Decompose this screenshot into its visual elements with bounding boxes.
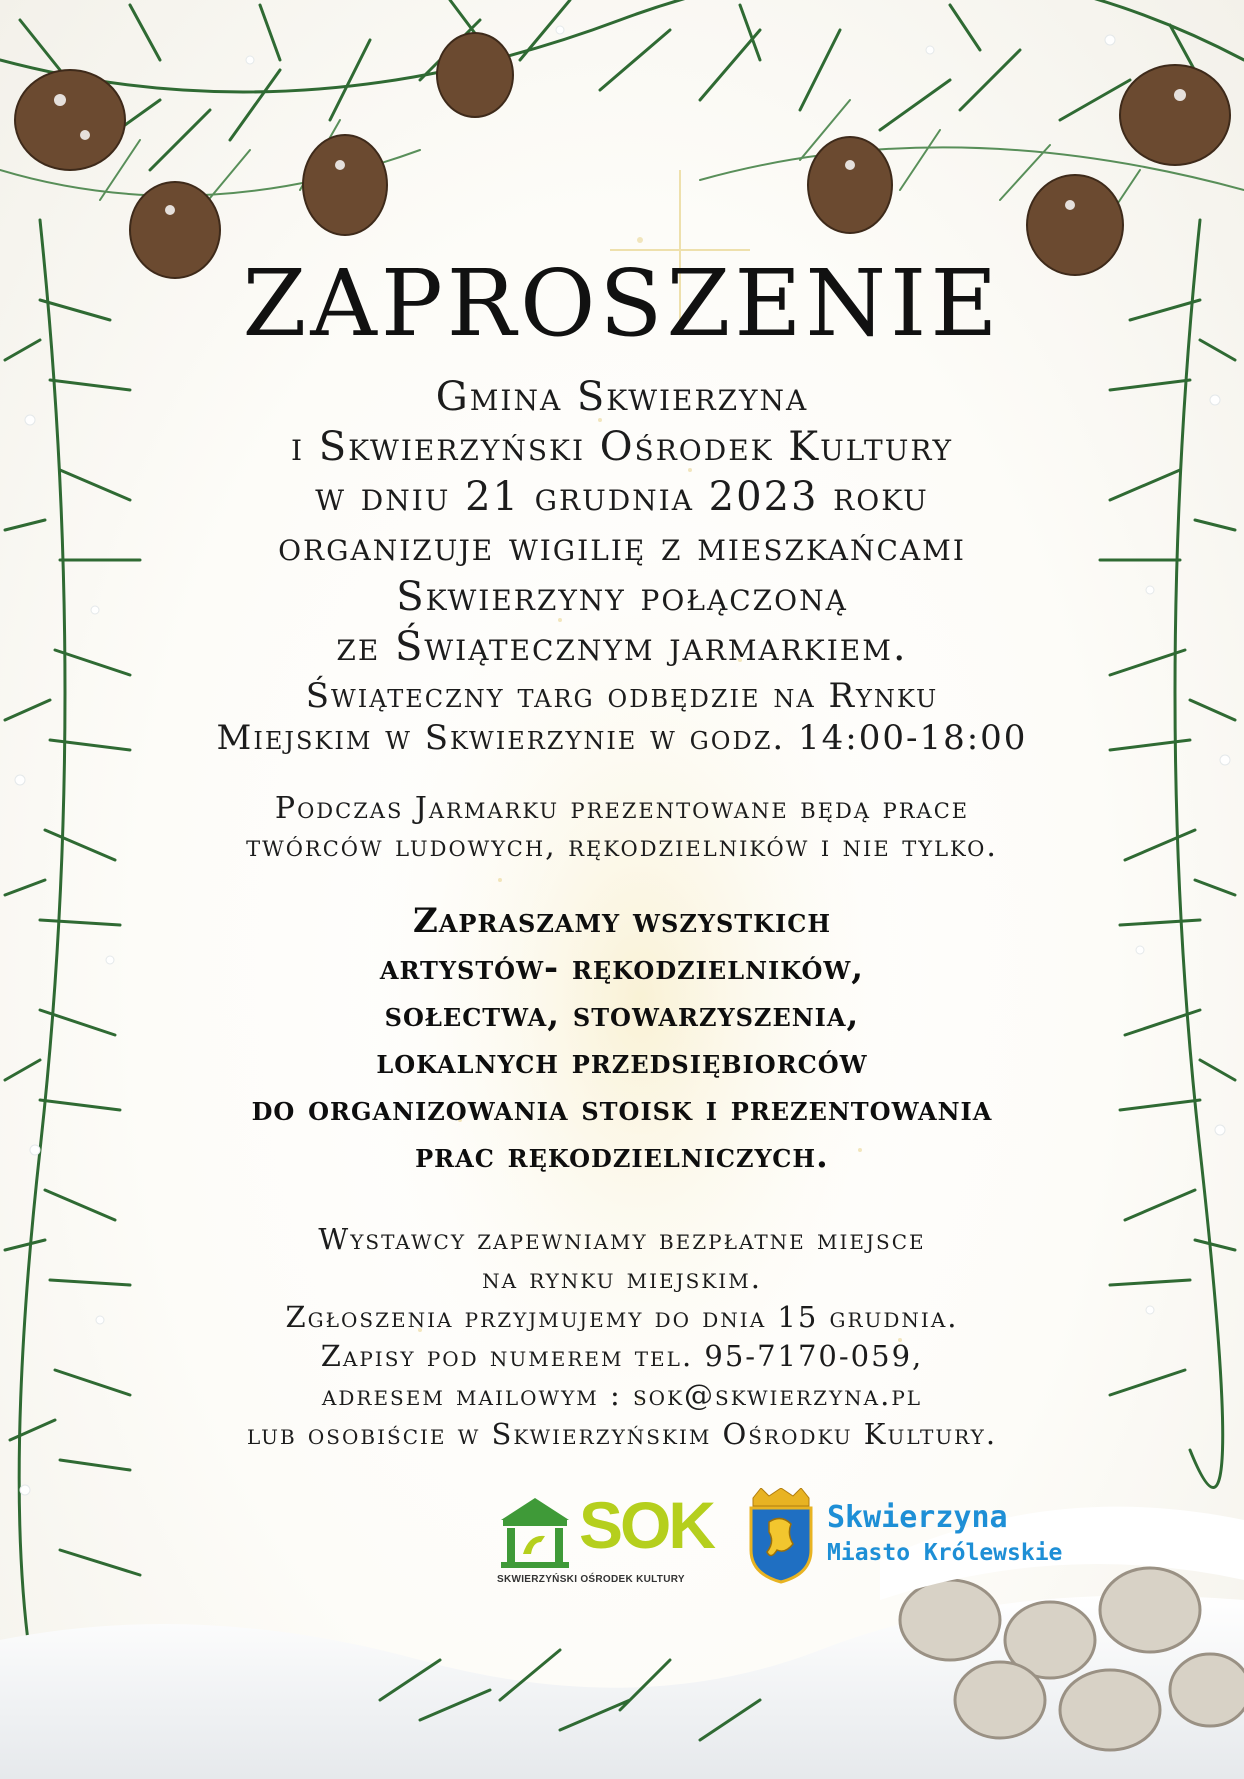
invitation-line: do organizowania stoisk i prezentowania: [251, 1089, 993, 1129]
intro-paragraph: [170, 372, 1074, 672]
poster-title: ZAPROSZENIE: [242, 250, 1002, 357]
sok-logo-text: SOK: [579, 1488, 714, 1562]
details-paragraph: [170, 1220, 1074, 1454]
invitation-paragraph: [170, 898, 1074, 1180]
invitation-line: artystów- rękodzielników,: [379, 948, 865, 988]
fair-paragraph: [170, 790, 1074, 866]
details-line: lub osobiście w Skwierzyńskim Ośrodku Kultury.: [246, 1417, 998, 1451]
intro-line: Gmina Skwierzyna: [435, 374, 809, 420]
invitation-line: sołectwa, stowarzyszenia,: [384, 995, 860, 1035]
intro-line: Skwierzyny połączoną: [396, 574, 848, 620]
details-line: Wystawcy zapewniamy bezpłatne miejsce: [318, 1222, 926, 1256]
market-line: Świąteczny targ odbędzie na Rynku: [305, 676, 939, 716]
intro-line: i Skwierzyński Ośrodek Kultury: [290, 424, 954, 470]
city-logo-subtitle: Miasto Królewskie: [827, 1540, 1063, 1566]
logos-row: [497, 1488, 1063, 1588]
fair-line: twórców ludowych, rękodzielników i nie tylko.: [246, 829, 998, 864]
city-coat-of-arms-icon: [747, 1488, 815, 1584]
details-line: Zapisy pod numerem tel. 95-7170-059,: [320, 1339, 924, 1373]
invitation-line: lokalnych przedsiębiorców: [376, 1042, 868, 1082]
sok-building-icon: [497, 1494, 573, 1570]
market-paragraph: [170, 675, 1074, 759]
invitation-line: prac rękodzielniczych.: [415, 1136, 829, 1176]
sok-logo-label: SKWIERZYŃSKI OŚRODEK KULTURY: [497, 1574, 685, 1585]
city-logo-name: Skwierzyna: [827, 1500, 1008, 1535]
fair-line: Podczas Jarmarku prezentowane będą prace: [274, 791, 970, 826]
intro-line: organizuje wigilię z mieszkańcami: [278, 524, 966, 570]
invitation-line: Zapraszamy wszystkich: [412, 901, 832, 941]
details-line: na rynku miejskim.: [482, 1261, 762, 1295]
intro-line: ze Świątecznym jarmarkiem.: [336, 624, 908, 670]
market-line: Miejskim w Skwierzynie w godz. 14:00-18:00: [216, 718, 1028, 758]
details-line: Zgłoszenia przyjmujemy do dnia 15 grudnia.: [285, 1300, 959, 1334]
details-line: adresem mailowym : sok@skwierzyna.pl: [321, 1378, 923, 1412]
intro-line: w dniu 21 grudnia 2023 roku: [315, 474, 929, 520]
